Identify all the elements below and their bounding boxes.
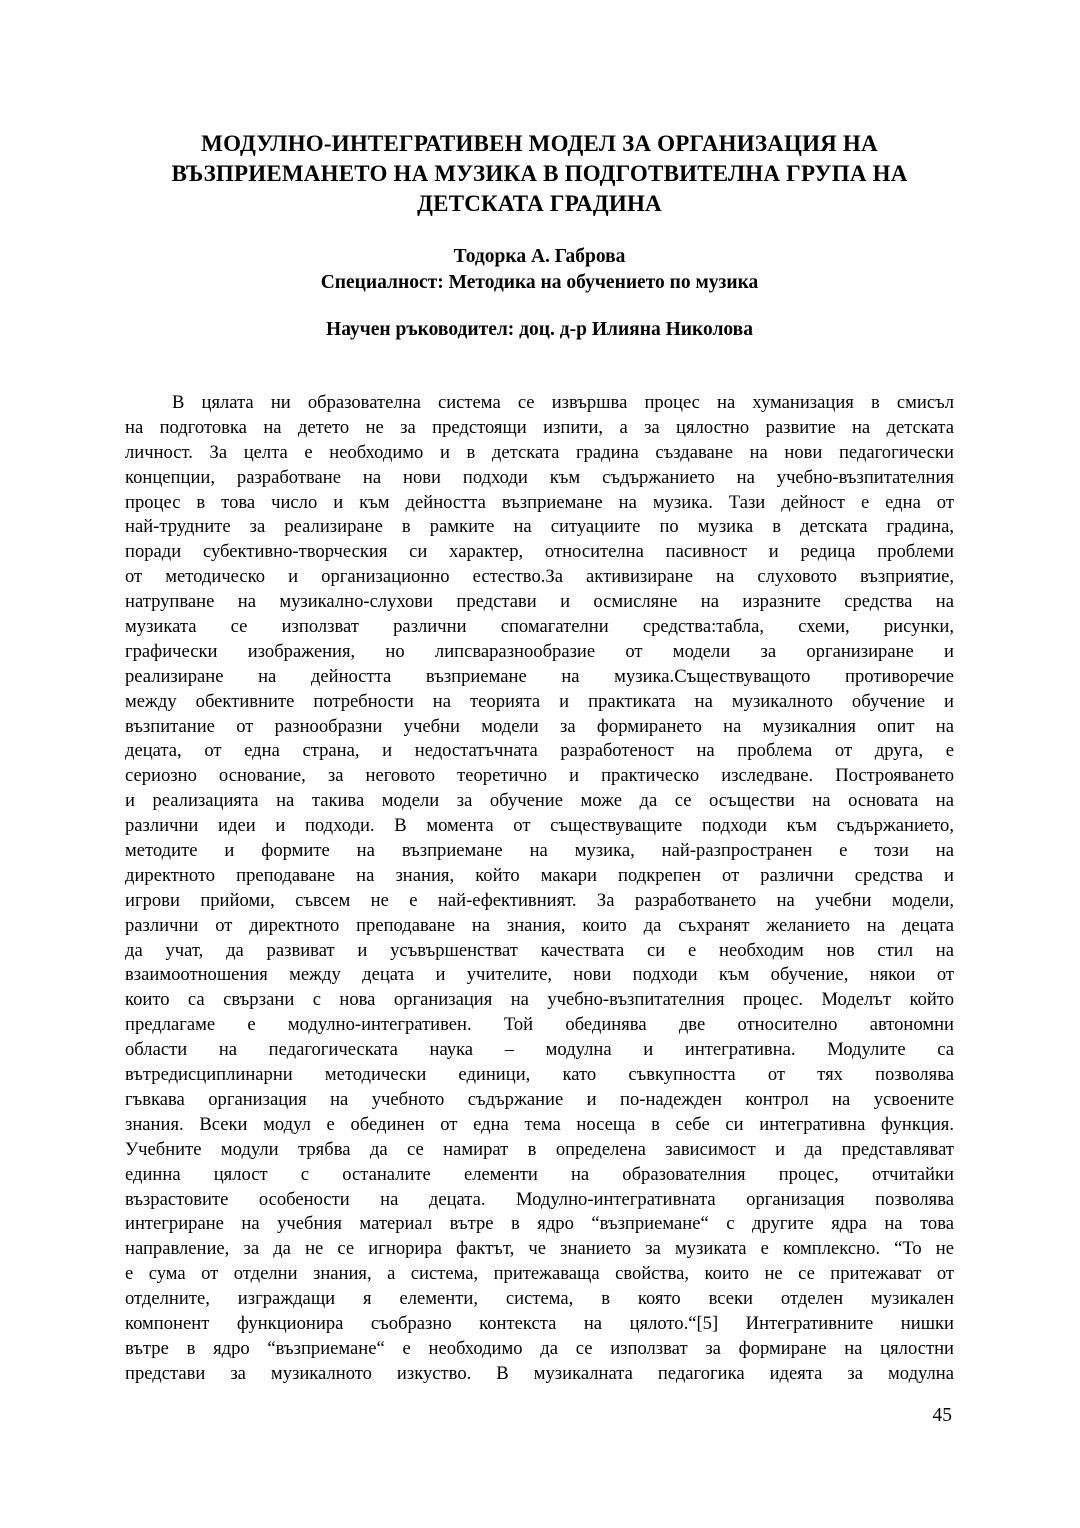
page-content xyxy=(125,0,954,1528)
body-line: сериозно основание, за неговото теоретично и практическо изследване. Построяването xyxy=(125,765,954,787)
paper-title xyxy=(125,129,954,219)
body-line: различни от директното преподаване на знания, които да съхранят желанието на децата xyxy=(125,914,954,936)
body-line: натрупване на музикално-слухови представи и осмисляне на изразните средства на xyxy=(125,591,954,613)
body-line: децата, от една страна, и недостатъчната разработеност на проблема от друга, е xyxy=(125,740,954,762)
body-line: директното преподаване на знания, който макари подкрепен от различни средства и xyxy=(125,864,954,886)
body-line: възпитание от разнообразни учебни модели за формирането на музикалния опит на xyxy=(125,715,954,737)
paper-title-line: МОДУЛНО-ИНТЕГРАТИВЕН МОДЕЛ ЗА ОРГАНИЗАЦИЯ НА xyxy=(201,131,878,156)
paper-title-line: ДЕТСКАТА ГРАДИНА xyxy=(417,191,662,216)
body-line: музиката се използват различни спомагателни средства:табла, схеми, рисунки, xyxy=(125,616,954,638)
body-line: концепции, разработване на нови подходи към съдържанието на учебно-възпитателния xyxy=(125,466,954,488)
body-line: вътре в ядро “възприемане“ е необходимо да се използват за формиране на цялостни xyxy=(125,1337,954,1359)
body-line: процес в това число и към дейността възприемане на музика. Тази дейност е една от xyxy=(125,491,954,513)
body-line: и реализацията на такива модели за обучение може да се осъществи на основата на xyxy=(125,790,954,812)
body-line: възрастовите особености на децата. Модулно-интегративната организация позволява xyxy=(125,1188,954,1210)
body-line: най-трудните за реализиране в рамките на ситуациите по музика в детската градина, xyxy=(125,516,954,538)
body-line: е сума от отделни знания, а система, притежаваща свойства, които не се притежават от xyxy=(125,1263,954,1285)
body-line: които са свързани с нова организация на учебно-възпитателния процес. Моделът който xyxy=(125,989,954,1011)
body-line: В цялата ни образователна система се извършва процес на хуманизация в смисъл xyxy=(172,392,954,413)
supervisor-line: Научен ръководител: доц. д-р Илияна Николова xyxy=(326,319,753,340)
body-line: различни идеи и подходи. В момента от съществуващите подходи към съдържанието, xyxy=(125,815,954,837)
body-line: игрови прийоми, съвсем не е най-ефективният. За разработването на учебни модели, xyxy=(125,889,954,911)
body-line: направление, за да не се игнорира фактът, че знанието за музиката е комплексно. “То не xyxy=(125,1238,954,1260)
body-line: единна цялост с останалите елементи на образователния процес, отчитайки xyxy=(125,1163,954,1185)
body-line: между обективните потребности на теорията и практиката на музикалното обучение и xyxy=(125,690,954,712)
body-line: методите и формите на възприемане на музика, най-разпространен е този на xyxy=(125,840,954,862)
body-line: да учат, да развиват и усъвършенстват качествата си е необходим нов стил на xyxy=(125,939,954,961)
paper-title-line: ВЪЗПРИЕМАНЕТО НА МУЗИКА В ПОДГОТВИТЕЛНА ГРУПА НА xyxy=(171,161,908,186)
author-block xyxy=(125,244,954,296)
body-line: представи за музикалното изкуство. В музикалната педагогика идеята за модулна xyxy=(125,1362,954,1384)
body-line: предлагаме е модулно-интегративен. Той обединява две относително автономни xyxy=(125,1014,954,1036)
body-line: знания. Всеки модул е обединен от една тема носеща в себе си интегративна функция. xyxy=(125,1113,954,1135)
body-line: отделните, изграждащи я елементи, система, в която всеки отделен музикален xyxy=(125,1288,954,1310)
author-name: Тодорка А. Габрова xyxy=(453,246,626,267)
body-line: поради субективно-творческия си характер, относителна пасивност и редица проблеми xyxy=(125,541,954,563)
page-number: 45 xyxy=(932,1405,952,1426)
body-line: компонент функционира съобразно контекста на цялото.“[5] Интегративните нишки xyxy=(125,1312,954,1334)
body-line: на подготовка на детето не за предстоящи изпити, а за цялостно развитие на детската xyxy=(125,416,954,438)
body-line: интегриране на учебния материал вътре в ядро “възприемане“ с другите ядра на това xyxy=(125,1213,954,1235)
body-line: Учебните модули трябва да се намират в определена зависимост и да представляват xyxy=(125,1138,954,1160)
body-line: реализиране на дейността възприемане на музика.Съществуващото противоречие xyxy=(125,665,954,687)
abstract-paragraph xyxy=(125,391,954,1387)
body-line: личност. За целта е необходимо и в детската градина създаване на нови педагогически xyxy=(125,441,954,463)
body-line: взаимоотношения между децата и учителите, нови подходи към обучение, някои от xyxy=(125,964,954,986)
body-line: графически изображения, но липсваразнообразие от модели за организиране и xyxy=(125,640,954,662)
body-line: от методическо и организационно естество.За активизиране на слуховото възприятие, xyxy=(125,566,954,588)
body-line: вътредисциплинарни методически единици, като съвкупността от тях позволява xyxy=(125,1064,954,1086)
specialty-line: Специалност: Методика на обучението по музика xyxy=(320,272,759,293)
body-line: гъвкава организация на учебното съдържание и по-надежден контрол на усвоените xyxy=(125,1088,954,1110)
body-line: области на педагогическата наука – модулна и интегративна. Модулите са xyxy=(125,1039,954,1061)
